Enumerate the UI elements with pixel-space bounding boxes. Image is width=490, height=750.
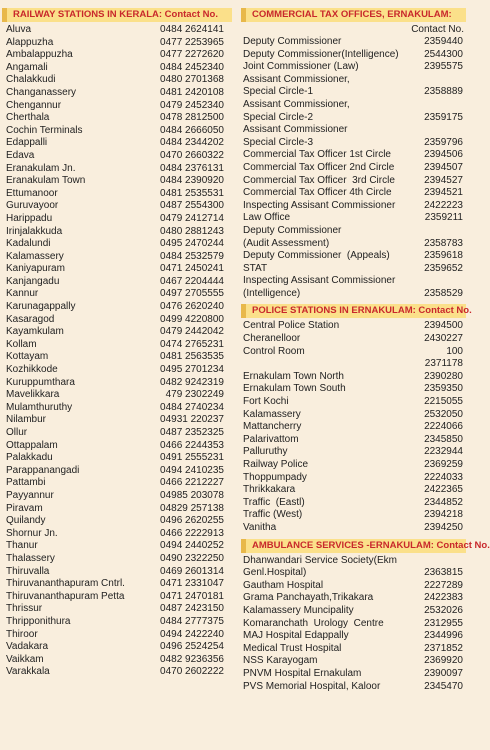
railway-name: Quilandy: [6, 515, 46, 527]
police-number: 2371178: [424, 358, 463, 370]
railway-row: [2, 364, 232, 377]
tax-name: Assisant Commissioner, Special Circle-1: [243, 73, 350, 98]
police-name: Ernakulam Town South: [243, 383, 346, 395]
commercial-tax-list: [240, 36, 466, 300]
police-name: Cheranelloor: [243, 333, 301, 345]
railway-row: [2, 566, 232, 579]
ambulance-row: [240, 555, 466, 580]
railway-row: [2, 137, 232, 150]
ambulance-row: [240, 592, 466, 605]
railway-name: Thiruvananthapuram Petta: [6, 590, 125, 602]
police-name: Central Police Station: [243, 320, 340, 332]
railway-row: [2, 440, 232, 453]
railway-row: [2, 603, 232, 616]
railway-number: 0494 2410235: [160, 464, 224, 476]
railway-number: 0487 2423150: [160, 603, 224, 615]
railway-number: 0491 2555231: [160, 452, 224, 464]
railway-name: Cochin Terminals: [6, 124, 83, 136]
railway-number: 04931 220237: [160, 414, 224, 426]
railway-number: 0477 2253965: [160, 36, 224, 48]
ambulance-row: [240, 580, 466, 593]
police-number: 2215055: [424, 396, 463, 408]
ambulance-number: 2390097: [424, 667, 463, 679]
ambulance-name: Grama Panchayath,Trikakara: [243, 592, 374, 604]
railway-name: Karunagappally: [6, 301, 76, 313]
ambulance-number: 2312955: [424, 617, 463, 629]
railway-number: 0497 2705555: [160, 288, 224, 300]
railway-name: Eranakulam Town: [6, 175, 86, 187]
railway-row: [2, 112, 232, 125]
railway-row: [2, 251, 232, 264]
police-name: Thrikkakara: [243, 484, 296, 496]
tax-row: [240, 175, 466, 188]
railway-name: Irinjalakkuda: [6, 225, 63, 237]
police-row: [240, 484, 466, 497]
ambulance-name: Gautham Hospital: [243, 579, 324, 591]
tax-name: Assisant Commissioner, Special Circle-2: [243, 98, 350, 123]
right-column: [240, 8, 490, 693]
police-row: [240, 472, 466, 485]
ambulance-row: [240, 655, 466, 668]
railway-number: 0484 2532579: [160, 250, 224, 262]
railway-name: Angamali: [6, 61, 48, 73]
railway-row: [2, 200, 232, 213]
tax-name: Commercial Tax Officer 2nd Circle: [243, 161, 395, 173]
ambulance-name: Dhanwandari Service Society(Ekm Genl.Hospital): [243, 554, 397, 579]
ambulance-number: 2344996: [424, 630, 463, 642]
railway-name: Eranakulam Jn.: [6, 162, 76, 174]
ambulance-services-header: AMBULANCE SERVICES -ERNAKULAM: Contact No.: [241, 539, 466, 553]
railway-row: [2, 87, 232, 100]
railway-number: 0476 2620240: [160, 301, 224, 313]
ambulance-services-list: [240, 555, 466, 694]
railway-number: 0479 2442042: [160, 326, 224, 338]
railway-name: Thalassery: [6, 552, 55, 564]
tax-row: [240, 187, 466, 200]
police-name: Traffic (Eastl): [243, 496, 305, 508]
police-number: 2359350: [424, 383, 463, 395]
police-name: Control Room: [243, 345, 305, 357]
tax-number: 2359440: [424, 36, 463, 47]
railway-name: Nilambur: [6, 414, 47, 426]
police-row: [240, 383, 466, 396]
railway-row: [2, 188, 232, 201]
tax-name: Deputy Commissioner(Intelligence): [243, 48, 399, 60]
tax-row: [240, 149, 466, 162]
tax-row: [240, 275, 466, 300]
railway-name: Payyannur: [6, 489, 54, 501]
police-number: 2224033: [424, 471, 463, 483]
tax-name: Inspecting Assisant Commissioner: [243, 199, 396, 211]
police-row: [240, 446, 466, 459]
railway-number: 0484 2740234: [160, 401, 224, 413]
railway-row: [2, 326, 232, 339]
railway-name: Harippadu: [6, 212, 53, 224]
police-number: 2345850: [424, 433, 463, 445]
railway-row: [2, 490, 232, 503]
railway-number: 0487 2352325: [160, 427, 224, 438]
tax-number: 2544300: [424, 48, 463, 60]
left-column: [2, 8, 232, 679]
police-number: 2394500: [424, 320, 463, 332]
railway-number: 0471 2331047: [160, 578, 224, 590]
railway-number: 0496 2524254: [160, 641, 224, 653]
railway-number: 0478 2812500: [160, 112, 224, 124]
police-number: 2224066: [424, 421, 463, 433]
police-row: [240, 320, 466, 333]
tax-number: 2358529: [424, 287, 463, 299]
police-name: Palluruthy: [243, 446, 288, 458]
railway-number: 0471 2450241: [160, 263, 224, 275]
police-number: 2394218: [424, 509, 463, 521]
railway-name: Chengannur: [6, 99, 62, 111]
railway-name: Thiruvalla: [6, 565, 50, 577]
railway-name: Kaniyapuram: [6, 263, 65, 275]
railway-number: 0466 2222913: [160, 527, 224, 539]
railway-name: Parappanangadi: [6, 464, 80, 476]
tax-number: 2394527: [424, 174, 463, 186]
police-name: Kalamassery: [243, 408, 301, 420]
railway-name: Piravam: [6, 502, 43, 514]
railway-number: 0495 2701234: [160, 364, 224, 376]
railway-row: [2, 641, 232, 654]
railway-number: 0487 2554300: [160, 200, 224, 212]
tax-number: 2359652: [424, 262, 463, 274]
railway-row: [2, 465, 232, 478]
police-number: 2369259: [424, 459, 463, 470]
railway-row: [2, 49, 232, 62]
railway-number: 0482 9242319: [160, 376, 224, 388]
railway-name: Edappalli: [6, 137, 48, 149]
railway-name: Edava: [6, 149, 35, 161]
police-name: Ernakulam Town North: [243, 370, 344, 382]
police-number: 100: [446, 345, 463, 357]
police-row: [240, 358, 466, 371]
ambulance-number: 2371852: [424, 642, 463, 654]
tax-name: Commercial Tax Officer 1st Circle: [243, 149, 391, 161]
tax-name: Inspecting Assisant Commissioner (Intelligence): [243, 275, 396, 299]
police-number: 2232944: [424, 446, 463, 458]
police-row: [240, 509, 466, 522]
railway-number: 0479 2452340: [160, 99, 224, 111]
railway-row: [2, 24, 232, 37]
railway-name: Ambalappuzha: [6, 49, 73, 61]
railway-name: Changanassery: [6, 86, 77, 98]
railway-number: 0499 4220800: [160, 313, 224, 325]
railway-number: 0484 2390920: [160, 175, 224, 187]
railway-number: 0481 2563535: [160, 351, 224, 363]
railway-row: [2, 591, 232, 604]
ambulance-row: [240, 681, 466, 694]
railway-row: [2, 540, 232, 553]
railway-row: [2, 515, 232, 528]
railway-row: [2, 62, 232, 75]
railway-number: 0480 2881243: [160, 225, 224, 237]
ambulance-row: [240, 605, 466, 618]
police-name: Mattancherry: [243, 421, 302, 433]
railway-row: [2, 616, 232, 629]
tax-number: 2359211: [424, 212, 463, 224]
railway-row: [2, 175, 232, 188]
tax-row: [240, 250, 466, 263]
railway-number: 0474 2765231: [160, 338, 224, 350]
police-name: Vanitha: [243, 521, 277, 533]
police-number: 2430227: [424, 333, 463, 345]
ambulance-row: [240, 643, 466, 656]
railway-row: [2, 629, 232, 642]
ambulance-number: 2363815: [424, 567, 463, 579]
police-row: [240, 434, 466, 447]
tax-name: STAT: [243, 262, 268, 274]
railway-number: 0496 2620255: [160, 515, 224, 527]
railway-name: Thrissur: [6, 603, 43, 615]
railway-row: [2, 213, 232, 226]
railway-name: Ettumanoor: [6, 187, 58, 199]
ambulance-number: 2345470: [424, 680, 463, 692]
railway-row: [2, 276, 232, 289]
police-row: [240, 497, 466, 510]
police-number: 2344852: [424, 496, 463, 508]
railway-name: Kadalundi: [6, 238, 51, 250]
railway-row: [2, 351, 232, 364]
police-name: Traffic (West): [243, 509, 303, 521]
ambulance-number: 2369920: [424, 655, 463, 667]
ambulance-row: [240, 618, 466, 631]
railway-stations-header: RAILWAY STATIONS IN KERALA: Contact No.: [2, 8, 232, 22]
railway-row: [2, 414, 232, 427]
railway-number: 0466 2244353: [160, 439, 224, 451]
railway-name: Shornur Jn.: [6, 527, 58, 539]
railway-number: 0466 2212227: [160, 477, 224, 489]
police-stations-header: POLICE STATIONS IN ERNAKULAM: Contact No.: [241, 304, 466, 318]
police-name: Fort Kochi: [243, 396, 289, 408]
tax-row: [240, 263, 466, 276]
railway-stations-list: [2, 24, 232, 679]
railway-name: Kuruppumthara: [6, 376, 75, 388]
ambulance-row: [240, 630, 466, 643]
railway-name: Alappuzha: [6, 36, 54, 48]
police-name: Palarivattom: [243, 433, 299, 445]
railway-number: 0471 2470181: [160, 590, 224, 602]
tax-row: [240, 162, 466, 175]
railway-number: 0479 2412714: [160, 212, 224, 224]
railway-number: 0484 2777375: [160, 615, 224, 627]
railway-name: Pattambi: [6, 477, 46, 489]
railway-name: Vaikkam: [6, 653, 44, 665]
tax-number: 2394521: [424, 187, 463, 199]
railway-row: [2, 238, 232, 251]
ambulance-number: 2227289: [424, 579, 463, 591]
railway-number: 0477 2272620: [160, 49, 224, 61]
tax-name: Deputy Commissioner (Appeals): [243, 250, 390, 262]
police-name: Thoppumpady: [243, 471, 307, 483]
railway-number: 04985 203078: [160, 489, 224, 501]
railway-row: [2, 553, 232, 566]
police-number: 2422365: [424, 484, 463, 496]
railway-number: 0467 2204444: [160, 275, 224, 287]
railway-name: Thiroor: [6, 628, 38, 640]
railway-name: Kalamassery: [6, 250, 64, 262]
railway-number: 0484 2624141: [160, 24, 224, 35]
railway-number: 479 2302249: [165, 389, 224, 401]
railway-name: Varakkala: [6, 666, 50, 678]
railway-row: [2, 100, 232, 113]
railway-number: 0481 2420108: [160, 86, 224, 98]
railway-number: 0494 2440252: [160, 540, 224, 552]
tax-name: Commercial Tax Officer 3rd Circle: [243, 174, 395, 186]
tax-row: [240, 225, 466, 250]
police-number: 2390280: [424, 370, 463, 382]
tax-row: [240, 99, 466, 124]
tax-number: 2359796: [424, 136, 463, 148]
tax-number: 2395575: [424, 61, 463, 73]
railway-number: 0490 2322250: [160, 552, 224, 564]
railway-row: [2, 339, 232, 352]
commercial-tax-header: COMMERCIAL TAX OFFICES, ERNAKULAM:: [241, 8, 466, 22]
railway-row: [2, 427, 232, 440]
ambulance-name: PVS Memorial Hospital, Kaloor: [243, 680, 381, 692]
commercial-tax-contact-label: Contact No.: [411, 24, 464, 35]
railway-name: Kollam: [6, 338, 37, 350]
railway-name: Thanur: [6, 540, 38, 552]
railway-number: 0494 2422240: [160, 628, 224, 640]
tax-name: Law Office: [243, 212, 291, 224]
tax-row: [240, 200, 466, 213]
railway-number: 0480 2701368: [160, 74, 224, 86]
railway-row: [2, 125, 232, 138]
police-number: 2532050: [424, 408, 463, 420]
tax-row: [240, 36, 466, 49]
railway-row: [2, 226, 232, 239]
ambulance-name: Kalamassery Muncipality: [243, 604, 354, 616]
railway-number: 0470 2660322: [160, 149, 224, 161]
railway-row: [2, 377, 232, 390]
railway-row: [2, 150, 232, 163]
tax-row: [240, 212, 466, 225]
ambulance-name: MAJ Hospital Edappally: [243, 630, 349, 642]
police-row: [240, 371, 466, 384]
tax-row: [240, 124, 466, 149]
tax-number: 2394506: [424, 149, 463, 161]
railway-number: 04829 257138: [160, 502, 224, 514]
railway-number: 0469 2601314: [160, 565, 224, 577]
railway-row: [2, 528, 232, 541]
ambulance-name: Komaranchath Urology Centre: [243, 617, 384, 629]
police-number: 2394250: [424, 521, 463, 533]
tax-name: Commercial Tax Officer 4th Circle: [243, 187, 392, 199]
railway-number: 0482 9236356: [160, 653, 224, 665]
police-row: [240, 522, 466, 535]
railway-row: [2, 477, 232, 490]
railway-name: Guruvayoor: [6, 200, 59, 212]
railway-number: 0481 2535531: [160, 187, 224, 199]
tax-name: Deputy Commissioner: [243, 36, 342, 47]
railway-name: Chalakkudi: [6, 74, 56, 86]
tax-number: 2394507: [424, 161, 463, 173]
railway-name: Thiruvananthapuram Cntrl.: [6, 578, 125, 590]
railway-row: [2, 301, 232, 314]
railway-name: Vadakara: [6, 641, 49, 653]
tax-number: 2358783: [424, 237, 463, 249]
railway-row: [2, 163, 232, 176]
railway-name: Kayamkulam: [6, 326, 64, 338]
police-stations-list: [240, 320, 466, 534]
railway-number: 0484 2344202: [160, 137, 224, 149]
railway-row: [2, 666, 232, 679]
railway-name: Thripponithura: [6, 615, 71, 627]
railway-number: 0495 2470244: [160, 238, 224, 250]
railway-row: [2, 74, 232, 87]
railway-name: Kanjangadu: [6, 275, 60, 287]
ambulance-number: 2532026: [424, 604, 463, 616]
ambulance-name: PNVM Hospital Ernakulam: [243, 667, 362, 679]
tax-name: Assisant Commissioner Special Circle-3: [243, 124, 348, 148]
police-name: Railway Police: [243, 459, 309, 470]
railway-row: [2, 389, 232, 402]
railway-row: [2, 452, 232, 465]
railway-name: Kannur: [6, 288, 39, 300]
tax-name: Joint Commissioner (Law): [243, 61, 359, 73]
police-row: [240, 396, 466, 409]
tax-number: 2422223: [424, 199, 463, 211]
railway-name: Kasaragod: [6, 313, 55, 325]
police-row: [240, 409, 466, 422]
ambulance-name: Medical Trust Hospital: [243, 642, 342, 654]
railway-row: [2, 288, 232, 301]
railway-name: Kozhikkode: [6, 364, 58, 376]
tax-row: [240, 49, 466, 62]
railway-name: Palakkadu: [6, 452, 53, 464]
railway-row: [2, 37, 232, 50]
railway-row: [2, 578, 232, 591]
tax-number: 2358889: [424, 86, 463, 98]
railway-name: Ollur: [6, 427, 28, 438]
police-row: [240, 421, 466, 434]
railway-name: Kottayam: [6, 351, 49, 363]
tax-number: 2359175: [424, 111, 463, 123]
railway-row: [2, 654, 232, 667]
railway-number: 0484 2376131: [160, 162, 224, 174]
railway-name: Mavelikkara: [6, 389, 60, 401]
railway-number: 0484 2666050: [160, 124, 224, 136]
railway-row: [2, 503, 232, 516]
railway-name: Mulamthuruthy: [6, 401, 73, 413]
railway-name: Ottappalam: [6, 439, 58, 451]
railway-row: [2, 402, 232, 415]
railway-name: Cherthala: [6, 112, 50, 124]
ambulance-name: NSS Karayogam: [243, 655, 318, 667]
railway-row: [2, 314, 232, 327]
ambulance-number: 2422383: [424, 592, 463, 604]
police-row: [240, 333, 466, 346]
tax-row: [240, 74, 466, 99]
police-row: [240, 346, 466, 359]
police-row: [240, 459, 466, 472]
railway-row: [2, 263, 232, 276]
tax-number: 2359618: [424, 250, 463, 262]
railway-number: 0484 2452340: [160, 61, 224, 73]
ambulance-row: [240, 668, 466, 681]
railway-number: 0470 2602222: [160, 666, 224, 678]
railway-name: Aluva: [6, 24, 32, 35]
tax-name: Deputy Commissioner (Audit Assessment): [243, 224, 342, 249]
tax-row: [240, 61, 466, 74]
